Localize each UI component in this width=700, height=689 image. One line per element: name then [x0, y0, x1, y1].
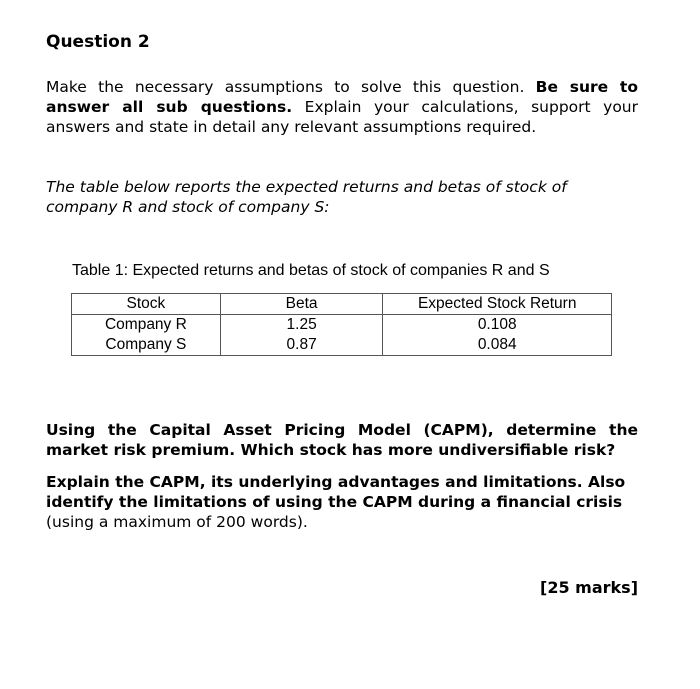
sub-question-explain	[46, 472, 638, 532]
instructions-paragraph	[46, 77, 638, 137]
table-caption: Table 1: Expected returns and betas of stock of companies R and S	[72, 262, 550, 279]
cell-beta: 1.25	[220, 315, 383, 336]
header-stock: Stock	[72, 294, 221, 315]
instructions-text: Make the necessary assumptions to solve this question.	[46, 78, 536, 96]
table-row	[72, 335, 612, 356]
marks-label: [25 marks]	[540, 578, 638, 597]
header-expected-return: Expected Stock Return	[383, 294, 612, 315]
sub-question-capm: Using the Capital Asset Pricing Model (CAPM), determine the market risk premium. Which stock has more undiversifiable risk?	[46, 421, 638, 459]
returns-beta-table	[71, 293, 612, 356]
cell-beta: 0.87	[220, 335, 383, 356]
sub-question-explain-note: (using a maximum of 200 words).	[46, 513, 308, 531]
instructions-emphasis: Be sure to answer all sub questions.	[46, 78, 638, 116]
cell-return: 0.084	[383, 335, 612, 356]
sub-question-explain-bold: Explain the CAPM, its underlying advantages and limitations. Also identify the limitations of using the CAPM during a financial crisis	[46, 473, 626, 511]
cell-return: 0.108	[383, 315, 612, 336]
context-paragraph: The table below reports the expected returns and betas of stock of company R and stock of company S:	[46, 178, 567, 216]
question-title: Question 2	[46, 32, 150, 52]
cell-stock: Company R	[72, 315, 221, 336]
header-beta: Beta	[220, 294, 383, 315]
table-header-row	[72, 294, 612, 315]
table-row	[72, 315, 612, 336]
cell-stock: Company S	[72, 335, 221, 356]
instructions-text-continued: Explain your calculations, support your answers and state in detail any relevant assumptions required.	[46, 98, 639, 136]
